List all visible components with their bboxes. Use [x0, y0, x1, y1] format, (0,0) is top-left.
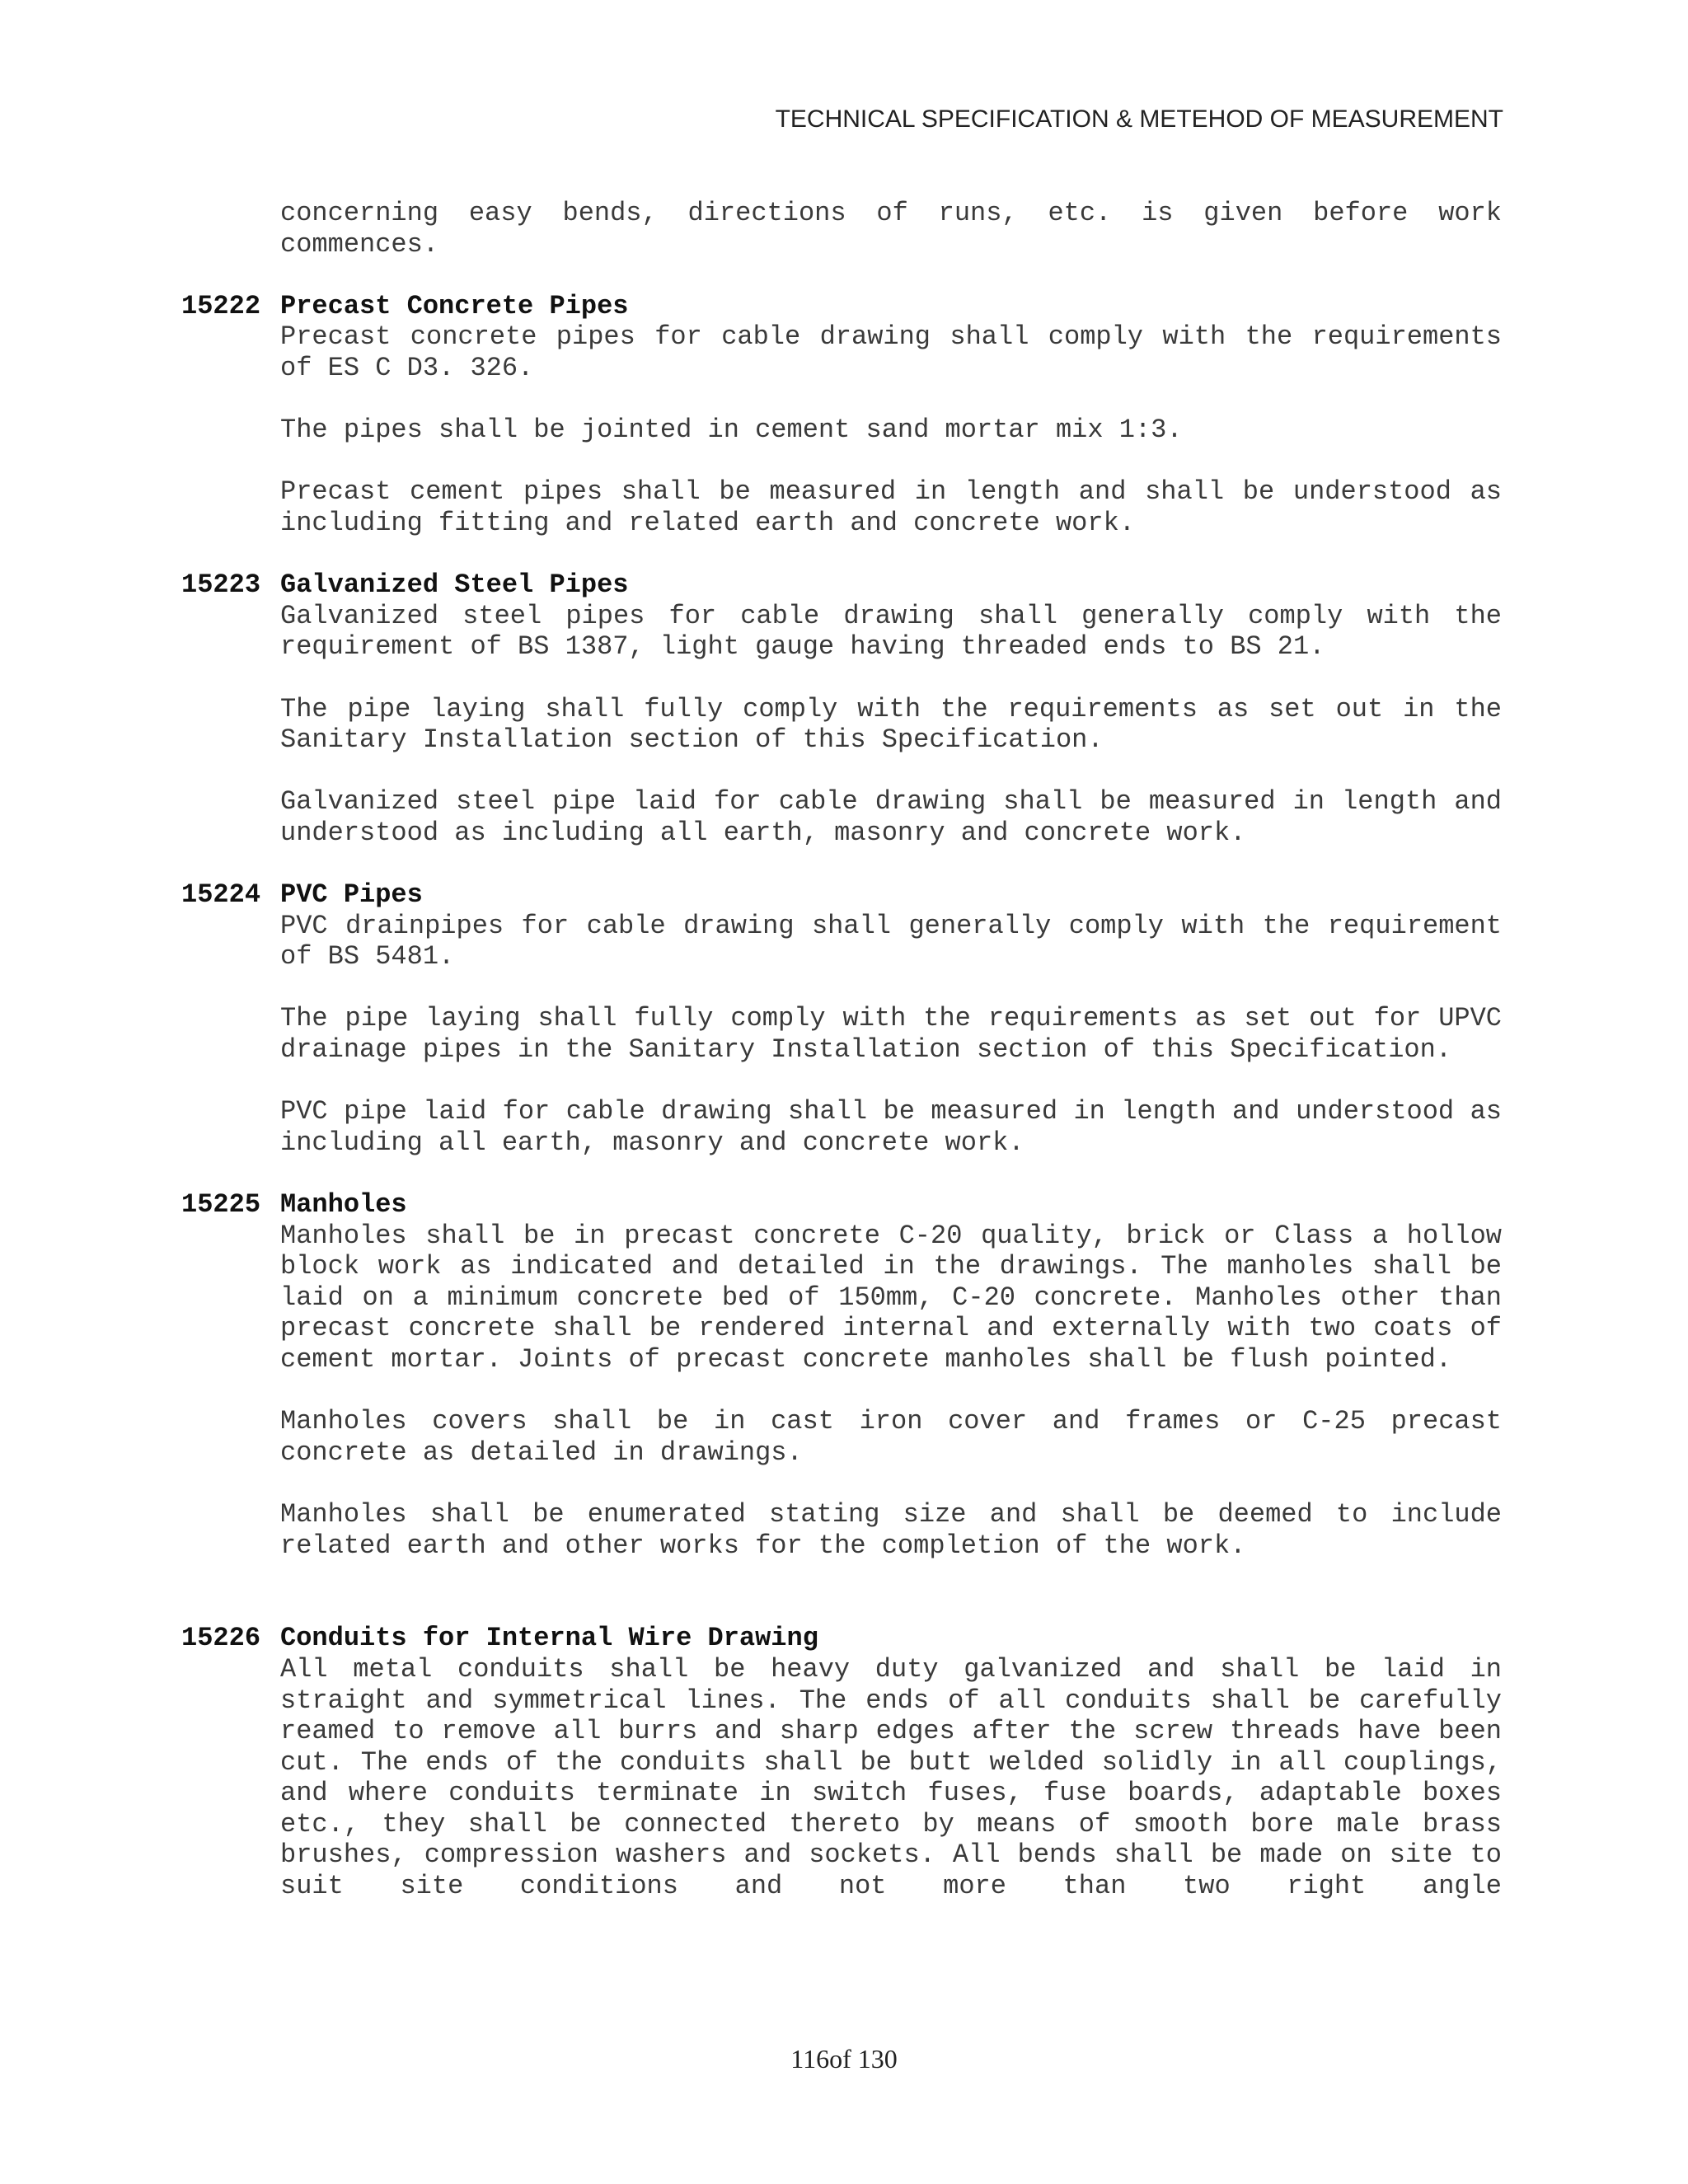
section-heading — [181, 569, 1517, 601]
section-heading — [181, 1189, 1517, 1221]
section-title: Conduits for Internal Wire Drawing — [280, 1623, 818, 1654]
section-paragraph: The pipes shall be jointed in cement sand mortar mix 1:3. — [280, 415, 1183, 446]
section-number: 15224 — [181, 879, 261, 911]
section-spacer — [181, 1592, 1517, 1624]
section-paragraph: Manholes covers shall be in cast iron cover and frames or C-25 precast concrete as detailed in drawings. — [280, 1406, 1502, 1468]
section-paragraph: The pipe laying shall fully comply with the requirements as set out for UPVC drainage pipes in the Sanitary Installation section of this Specification. — [280, 1003, 1502, 1066]
section-heading — [181, 879, 1517, 911]
section-paragraph: Galvanized steel pipes for cable drawing shall generally comply with the requirement of BS 1387, light gauge having threaded ends to BS 21. — [280, 600, 1502, 663]
section-paragraph: Manholes shall be in precast concrete C-20 quality, brick or Class a hollow block work as indicated and detailed in the drawings. The manholes shall be laid on a minimum concrete bed of 150mm, C-20 concrete. Manholes other than precast concrete shall be rendered internal and externally with two coats of cement mortar. Joints of precast concrete manholes shall be flush pointed. — [280, 1220, 1502, 1375]
section-number: 15222 — [181, 290, 261, 321]
section-title: Precast Concrete Pipes — [280, 290, 629, 321]
section-paragraph: Precast concrete pipes for cable drawing shall comply with the requirements of ES C D3. 326. — [280, 321, 1502, 383]
page-number: 116of 130 — [790, 2044, 898, 2074]
section-paragraph: The pipe laying shall fully comply with the requirements as set out in the Sanitary Installation section of this Specification. — [280, 693, 1502, 756]
section-number: 15223 — [181, 569, 261, 601]
section-paragraph: PVC pipe laid for cable drawing shall be measured in length and understood as including all earth, masonry and concrete work. — [280, 1096, 1502, 1158]
section-title: PVC Pipes — [280, 879, 423, 911]
section-title: Galvanized Steel Pipes — [280, 569, 629, 601]
section-paragraph: Galvanized steel pipe laid for cable drawing shall be measured in length and understood as including all earth, masonry and concrete work. — [280, 786, 1502, 848]
section-15225 — [181, 1189, 1517, 1561]
section-15223 — [181, 569, 1517, 848]
section-number: 15226 — [181, 1623, 261, 1654]
section-number: 15225 — [181, 1189, 261, 1220]
section-15226 — [181, 1623, 1517, 1901]
section-paragraph: All metal conduits shall be heavy duty galvanized and shall be laid in straight and symmetrical lines. The ends of all conduits shall be carefully reamed to remove all burrs and sharp edges after the screw threads have been cut. The ends of the conduits shall be butt welded solidly in all couplings, and where conduits terminate in switch fuses, fuse boards, adaptable boxes etc., they shall be connected thereto by means of smooth bore male brass brushes, compression washers and sockets. All bends shall be made on site to suit site conditions and not more than two right angle — [280, 1653, 1502, 1902]
section-paragraph: Manholes shall be enumerated stating size and shall be deemed to include related earth and other works for the completion of the work. — [280, 1498, 1502, 1561]
page-header: TECHNICAL SPECIFICATION & METEHOD OF MEASUREMENT — [775, 105, 1503, 133]
section-15224 — [181, 879, 1517, 1158]
section-heading — [181, 291, 1517, 322]
page-content — [181, 198, 1517, 1933]
section-paragraph: Precast cement pipes shall be measured in length and shall be understood as including fitting and related earth and concrete work. — [280, 476, 1502, 538]
section-15222 — [181, 291, 1517, 539]
section-paragraph: PVC drainpipes for cable drawing shall generally comply with the requirement of BS 5481. — [280, 910, 1502, 972]
section-title: Manholes — [280, 1189, 407, 1220]
intro-paragraph: concerning easy bends, directions of runs, etc. is given before work commences. — [280, 198, 1502, 260]
section-heading — [181, 1623, 1517, 1654]
